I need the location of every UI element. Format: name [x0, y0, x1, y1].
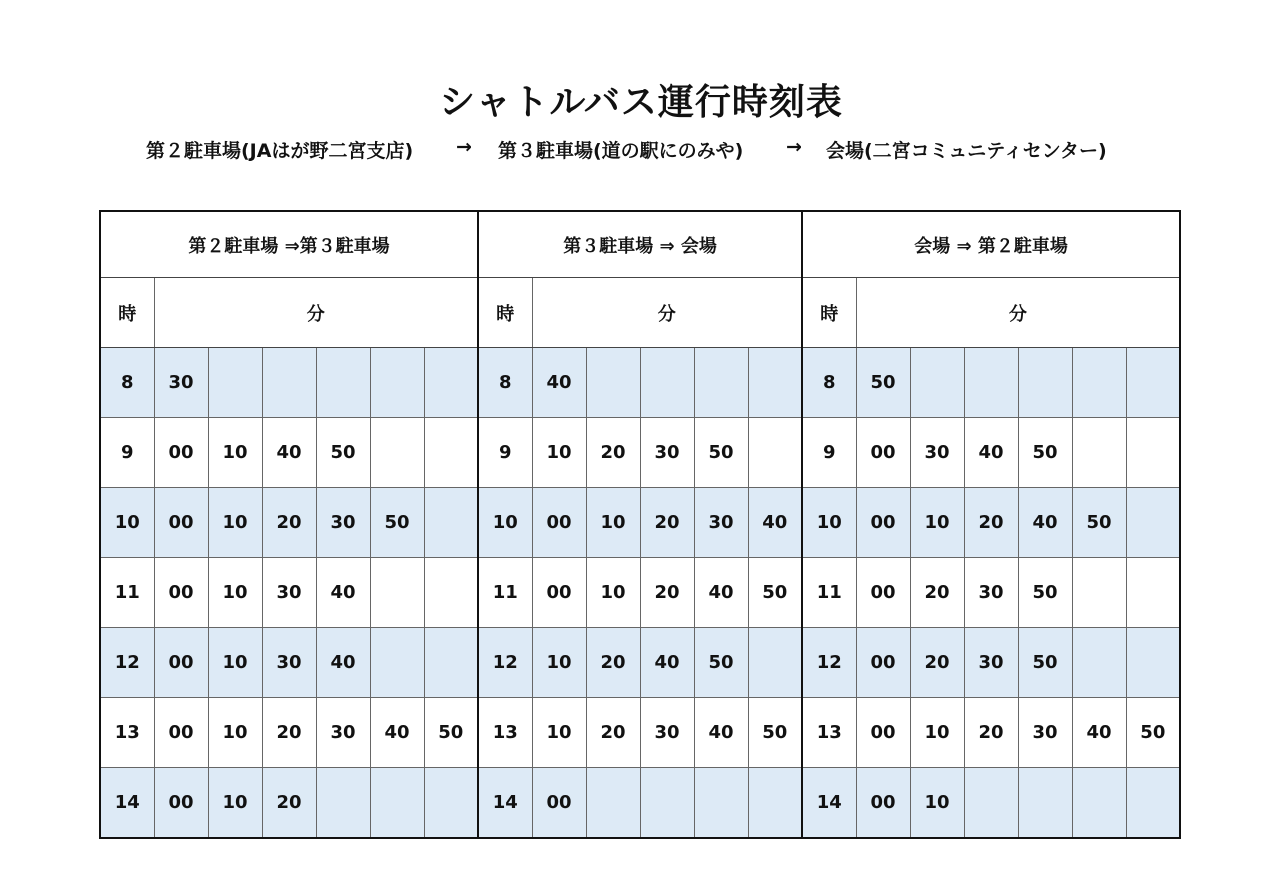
section-title: 第２駐車場 ⇒第３駐車場: [100, 211, 478, 278]
minute-cell: [1072, 628, 1126, 698]
table-row: [100, 348, 1180, 418]
minute-cell: [964, 348, 1018, 418]
minute-cell: 40: [370, 698, 424, 768]
hour-cell: 12: [100, 628, 154, 698]
minute-cell: 30: [964, 558, 1018, 628]
minute-cell: 50: [1018, 418, 1072, 488]
hour-cell: 13: [478, 698, 532, 768]
minute-cell: [424, 628, 478, 698]
minute-cell: 10: [208, 698, 262, 768]
hour-cell: 11: [802, 558, 856, 628]
hour-cell: 11: [100, 558, 154, 628]
minute-cell: 00: [856, 768, 910, 839]
minute-cell: 00: [532, 558, 586, 628]
minute-cell: 30: [154, 348, 208, 418]
minute-cell: 20: [910, 558, 964, 628]
minute-cell: 00: [154, 698, 208, 768]
minute-cell: [1072, 418, 1126, 488]
section-title: 第３駐車場 ⇒ 会場: [478, 211, 802, 278]
minute-cell: 40: [694, 558, 748, 628]
minute-cell: 00: [856, 628, 910, 698]
minute-cell: 40: [316, 628, 370, 698]
minute-cell: 20: [910, 628, 964, 698]
minute-cell: [964, 768, 1018, 839]
minute-cell: 20: [640, 488, 694, 558]
minute-cell: 30: [910, 418, 964, 488]
minute-cell: 50: [856, 348, 910, 418]
route-stop-2: 第３駐車場(道の駅にのみや): [498, 140, 744, 162]
hour-cell: 8: [100, 348, 154, 418]
hour-cell: 14: [478, 768, 532, 839]
minute-cell: [1072, 348, 1126, 418]
minute-cell: 30: [1018, 698, 1072, 768]
minute-cell: 10: [586, 488, 640, 558]
minute-cell: 30: [694, 488, 748, 558]
minute-cell: 40: [262, 418, 316, 488]
minute-cell: 00: [856, 418, 910, 488]
minute-cell: [424, 348, 478, 418]
minute-cell: 00: [532, 768, 586, 839]
minute-cell: [370, 768, 424, 839]
route-stop-3: 会場(二宮コミュニティセンター): [826, 140, 1107, 162]
minute-cell: [316, 348, 370, 418]
minute-cell: [910, 348, 964, 418]
minute-cell: 10: [208, 418, 262, 488]
minute-cell: [1018, 768, 1072, 839]
table-row: [100, 488, 1180, 558]
minute-cell: 50: [694, 628, 748, 698]
hour-cell: 14: [100, 768, 154, 839]
minute-cell: 00: [856, 558, 910, 628]
hour-cell: 14: [802, 768, 856, 839]
minute-cell: 50: [316, 418, 370, 488]
hour-cell: 10: [100, 488, 154, 558]
route-arrow-2: →: [786, 136, 802, 158]
minute-cell: 00: [154, 558, 208, 628]
minute-cell: [748, 348, 802, 418]
minute-cell: [640, 348, 694, 418]
minute-header: 分: [532, 278, 802, 348]
minute-cell: 10: [910, 768, 964, 839]
minute-cell: [1018, 348, 1072, 418]
minute-cell: 20: [586, 698, 640, 768]
minute-cell: 40: [748, 488, 802, 558]
minute-cell: 20: [640, 558, 694, 628]
minute-cell: 30: [964, 628, 1018, 698]
table-row: [100, 418, 1180, 488]
minute-cell: 50: [370, 488, 424, 558]
minute-cell: [1126, 768, 1180, 839]
minute-cell: 00: [532, 488, 586, 558]
hour-header: 時: [100, 278, 154, 348]
hour-cell: 8: [802, 348, 856, 418]
minute-cell: [694, 768, 748, 839]
hour-header: 時: [802, 278, 856, 348]
minute-cell: 50: [1072, 488, 1126, 558]
hour-cell: 10: [802, 488, 856, 558]
table-row: [100, 768, 1180, 839]
minute-cell: [586, 348, 640, 418]
minute-cell: [694, 348, 748, 418]
minute-cell: 20: [964, 488, 1018, 558]
hour-cell: 13: [100, 698, 154, 768]
minute-cell: [1126, 628, 1180, 698]
minute-cell: [316, 768, 370, 839]
minute-cell: [370, 418, 424, 488]
minute-cell: 00: [154, 768, 208, 839]
hour-cell: 10: [478, 488, 532, 558]
minute-cell: [262, 348, 316, 418]
page-title: シャトルバス運行時刻表: [439, 82, 843, 123]
minute-cell: 20: [586, 418, 640, 488]
minute-cell: [370, 348, 424, 418]
minute-cell: 30: [640, 418, 694, 488]
minute-cell: 10: [910, 488, 964, 558]
column-header-row: [100, 278, 1180, 348]
minute-cell: 00: [154, 628, 208, 698]
minute-cell: [1072, 558, 1126, 628]
hour-cell: 11: [478, 558, 532, 628]
minute-cell: [748, 628, 802, 698]
hour-cell: 12: [478, 628, 532, 698]
minute-cell: 50: [424, 698, 478, 768]
minute-cell: 10: [586, 558, 640, 628]
minute-cell: 40: [316, 558, 370, 628]
minute-cell: [586, 768, 640, 839]
minute-cell: [424, 768, 478, 839]
timetable: [99, 210, 1181, 839]
minute-cell: 10: [532, 628, 586, 698]
hour-cell: 9: [100, 418, 154, 488]
minute-cell: 20: [262, 768, 316, 839]
minute-cell: 10: [208, 488, 262, 558]
minute-cell: 40: [694, 698, 748, 768]
minute-cell: [370, 628, 424, 698]
hour-cell: 12: [802, 628, 856, 698]
minute-cell: 50: [748, 698, 802, 768]
minute-cell: 20: [262, 698, 316, 768]
minute-cell: 10: [910, 698, 964, 768]
table-row: [100, 628, 1180, 698]
minute-cell: 30: [262, 558, 316, 628]
minute-cell: [424, 558, 478, 628]
minute-cell: 10: [532, 418, 586, 488]
minute-header: 分: [856, 278, 1180, 348]
minute-cell: 00: [154, 488, 208, 558]
minute-cell: [748, 418, 802, 488]
minute-cell: 50: [1018, 628, 1072, 698]
minute-cell: [424, 488, 478, 558]
minute-cell: 00: [154, 418, 208, 488]
minute-cell: [370, 558, 424, 628]
minute-cell: [640, 768, 694, 839]
minute-cell: 30: [262, 628, 316, 698]
minute-cell: 40: [964, 418, 1018, 488]
minute-cell: 20: [586, 628, 640, 698]
minute-cell: 50: [694, 418, 748, 488]
minute-cell: 30: [316, 488, 370, 558]
table-row: [100, 558, 1180, 628]
minute-cell: 00: [856, 488, 910, 558]
hour-cell: 8: [478, 348, 532, 418]
minute-cell: [748, 768, 802, 839]
hour-cell: 9: [478, 418, 532, 488]
minute-cell: 50: [1126, 698, 1180, 768]
minute-cell: [1126, 558, 1180, 628]
hour-cell: 13: [802, 698, 856, 768]
hour-cell: 9: [802, 418, 856, 488]
minute-cell: 50: [748, 558, 802, 628]
minute-cell: 50: [1018, 558, 1072, 628]
minute-cell: [208, 348, 262, 418]
minute-cell: 20: [964, 698, 1018, 768]
minute-cell: 40: [1018, 488, 1072, 558]
minute-cell: 40: [1072, 698, 1126, 768]
minute-cell: 10: [208, 558, 262, 628]
table-row: [100, 698, 1180, 768]
route-stop-1: 第２駐車場(JAはが野二宮支店): [146, 140, 414, 162]
section-header-row: [100, 211, 1180, 278]
minute-cell: 40: [640, 628, 694, 698]
minute-cell: [1072, 768, 1126, 839]
minute-header: 分: [154, 278, 478, 348]
minute-cell: [1126, 348, 1180, 418]
minute-cell: 10: [532, 698, 586, 768]
minute-cell: [424, 418, 478, 488]
minute-cell: 00: [856, 698, 910, 768]
minute-cell: [1126, 488, 1180, 558]
hour-header: 時: [478, 278, 532, 348]
minute-cell: 20: [262, 488, 316, 558]
minute-cell: 30: [316, 698, 370, 768]
route-arrow-1: →: [456, 136, 472, 158]
minute-cell: 10: [208, 768, 262, 839]
minute-cell: [1126, 418, 1180, 488]
section-title: 会場 ⇒ 第２駐車場: [802, 211, 1180, 278]
minute-cell: 30: [640, 698, 694, 768]
minute-cell: 10: [208, 628, 262, 698]
minute-cell: 40: [532, 348, 586, 418]
